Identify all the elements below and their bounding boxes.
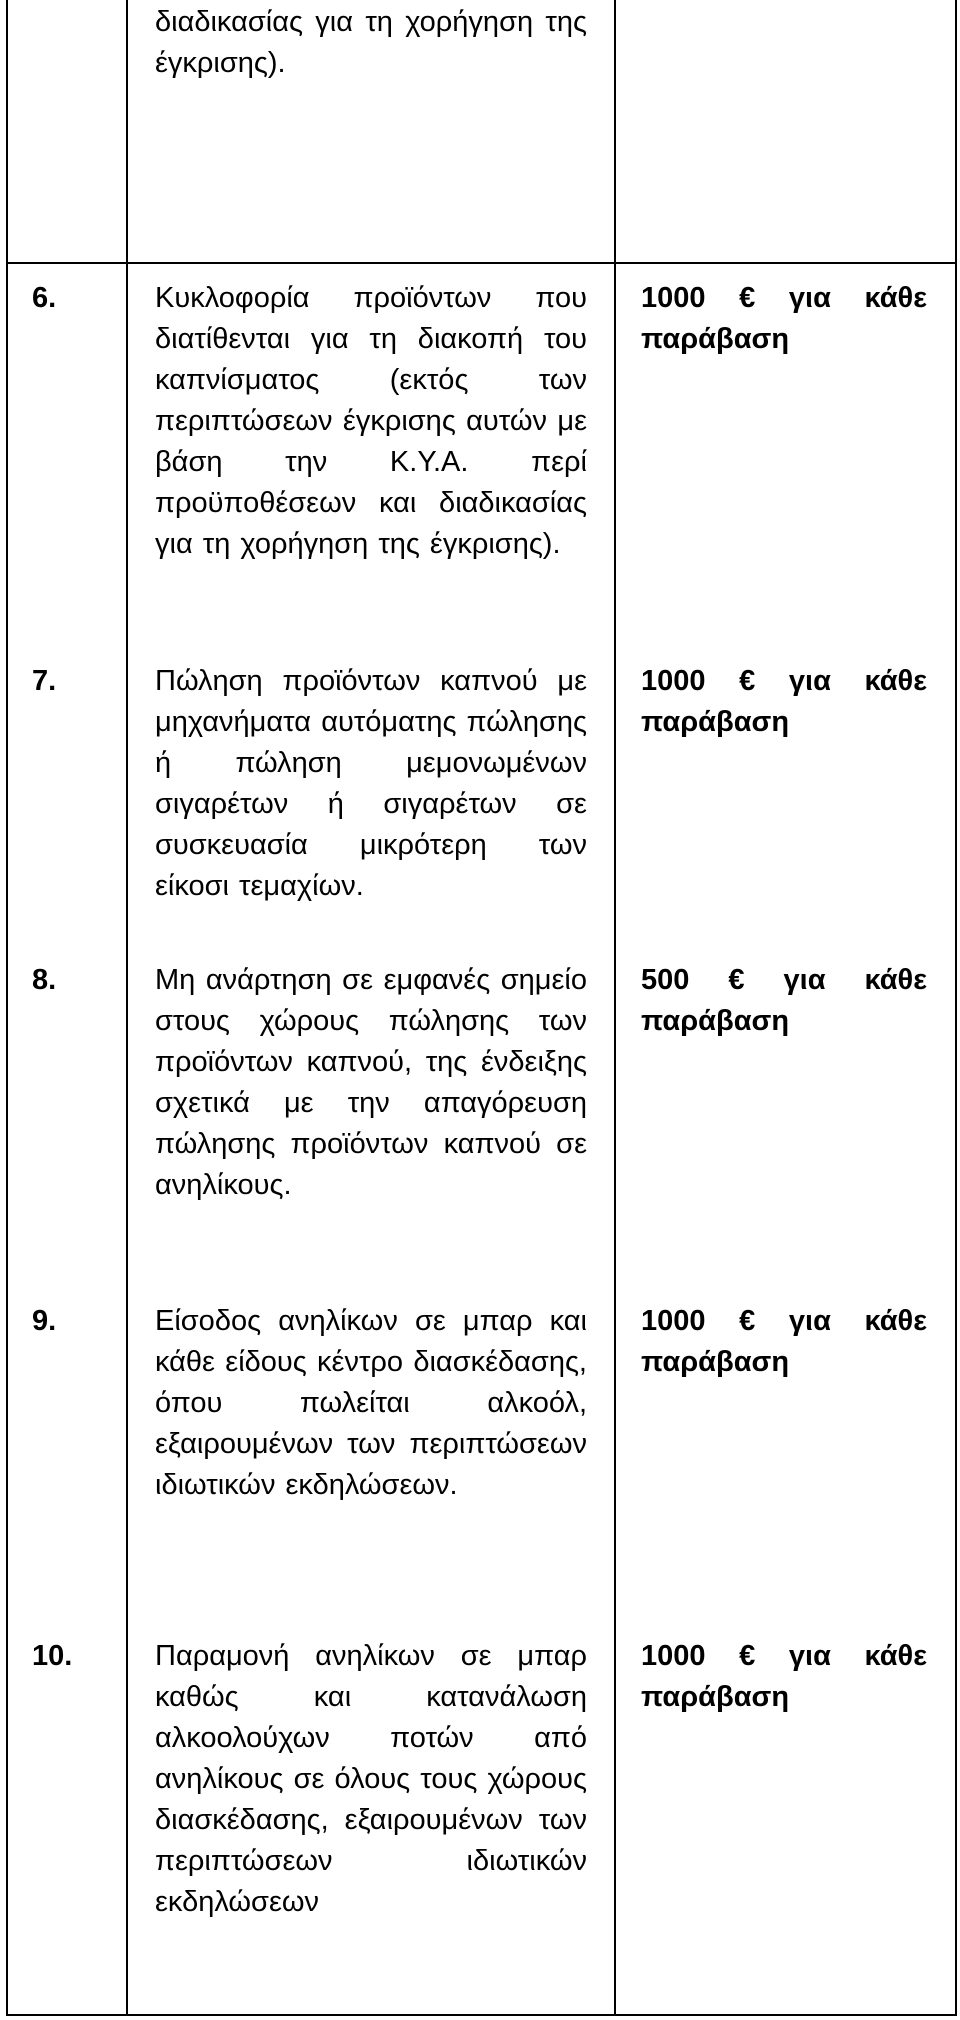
column-divider <box>614 0 616 2016</box>
row-description: διαδικασίας για τη χορήγηση της έγκρισης). <box>155 6 587 79</box>
row-description: Είσοδος ανηλίκων σε μπαρ και κάθε είδους κέντρο διασκέδασης, όπου πωλείται αλκοόλ, εξαιρουμένων των περιπτώσεων ιδιωτικών εκδηλώσεων. <box>155 1305 587 1501</box>
row-number: 10. <box>32 1640 73 1672</box>
table-border-right <box>955 0 957 2016</box>
column-divider <box>126 0 128 2016</box>
row-description: Παραμονή ανηλίκων σε μπαρ καθώς και κατανάλωση αλκοολούχων ποτών από ανηλίκους σε όλους τους χώρους διασκέδασης, εξαιρουμένων των περιπτώσεων ιδιωτικών εκδηλώσεων <box>155 1640 587 1918</box>
row-divider <box>6 262 957 264</box>
row-number: 8. <box>32 964 57 996</box>
row-number: 6. <box>32 282 57 314</box>
table-border-bottom <box>6 2014 957 2016</box>
row-number: 7. <box>32 665 57 697</box>
row-penalty: 1000 € για κάθε παράβαση <box>641 282 927 355</box>
row-description: Κυκλοφορία προϊόντων που διατίθενται για τη διακοπή του καπνίσματος (εκτός των περιπτώσεων έγκρισης αυτών με βάση την Κ.Υ.Α. περί προϋποθέσεων και διαδικασίας για τη χορήγηση της έγκρισης). <box>155 282 587 560</box>
row-description: Πώληση προϊόντων καπνού με μηχανήματα αυτόματης πώλησης ή πώληση μεμονωμένων σιγαρέτων ή σιγαρέτων σε συσκευασία μικρότερη των είκοσι τεμαχίων. <box>155 665 587 902</box>
table-border-left <box>6 0 8 2016</box>
row-penalty: 1000 € για κάθε παράβαση <box>641 665 927 738</box>
row-number: 9. <box>32 1305 57 1337</box>
row-penalty: 500 € για κάθε παράβαση <box>641 964 927 1037</box>
row-penalty: 1000 € για κάθε παράβαση <box>641 1640 927 1713</box>
row-description: Μη ανάρτηση σε εμφανές σημείο στους χώρους πώλησης των προϊόντων καπνού, της ένδειξης σχετικά με την απαγόρευση πώλησης προϊόντων καπνού σε ανηλίκους. <box>155 964 587 1201</box>
row-penalty: 1000 € για κάθε παράβαση <box>641 1305 927 1378</box>
